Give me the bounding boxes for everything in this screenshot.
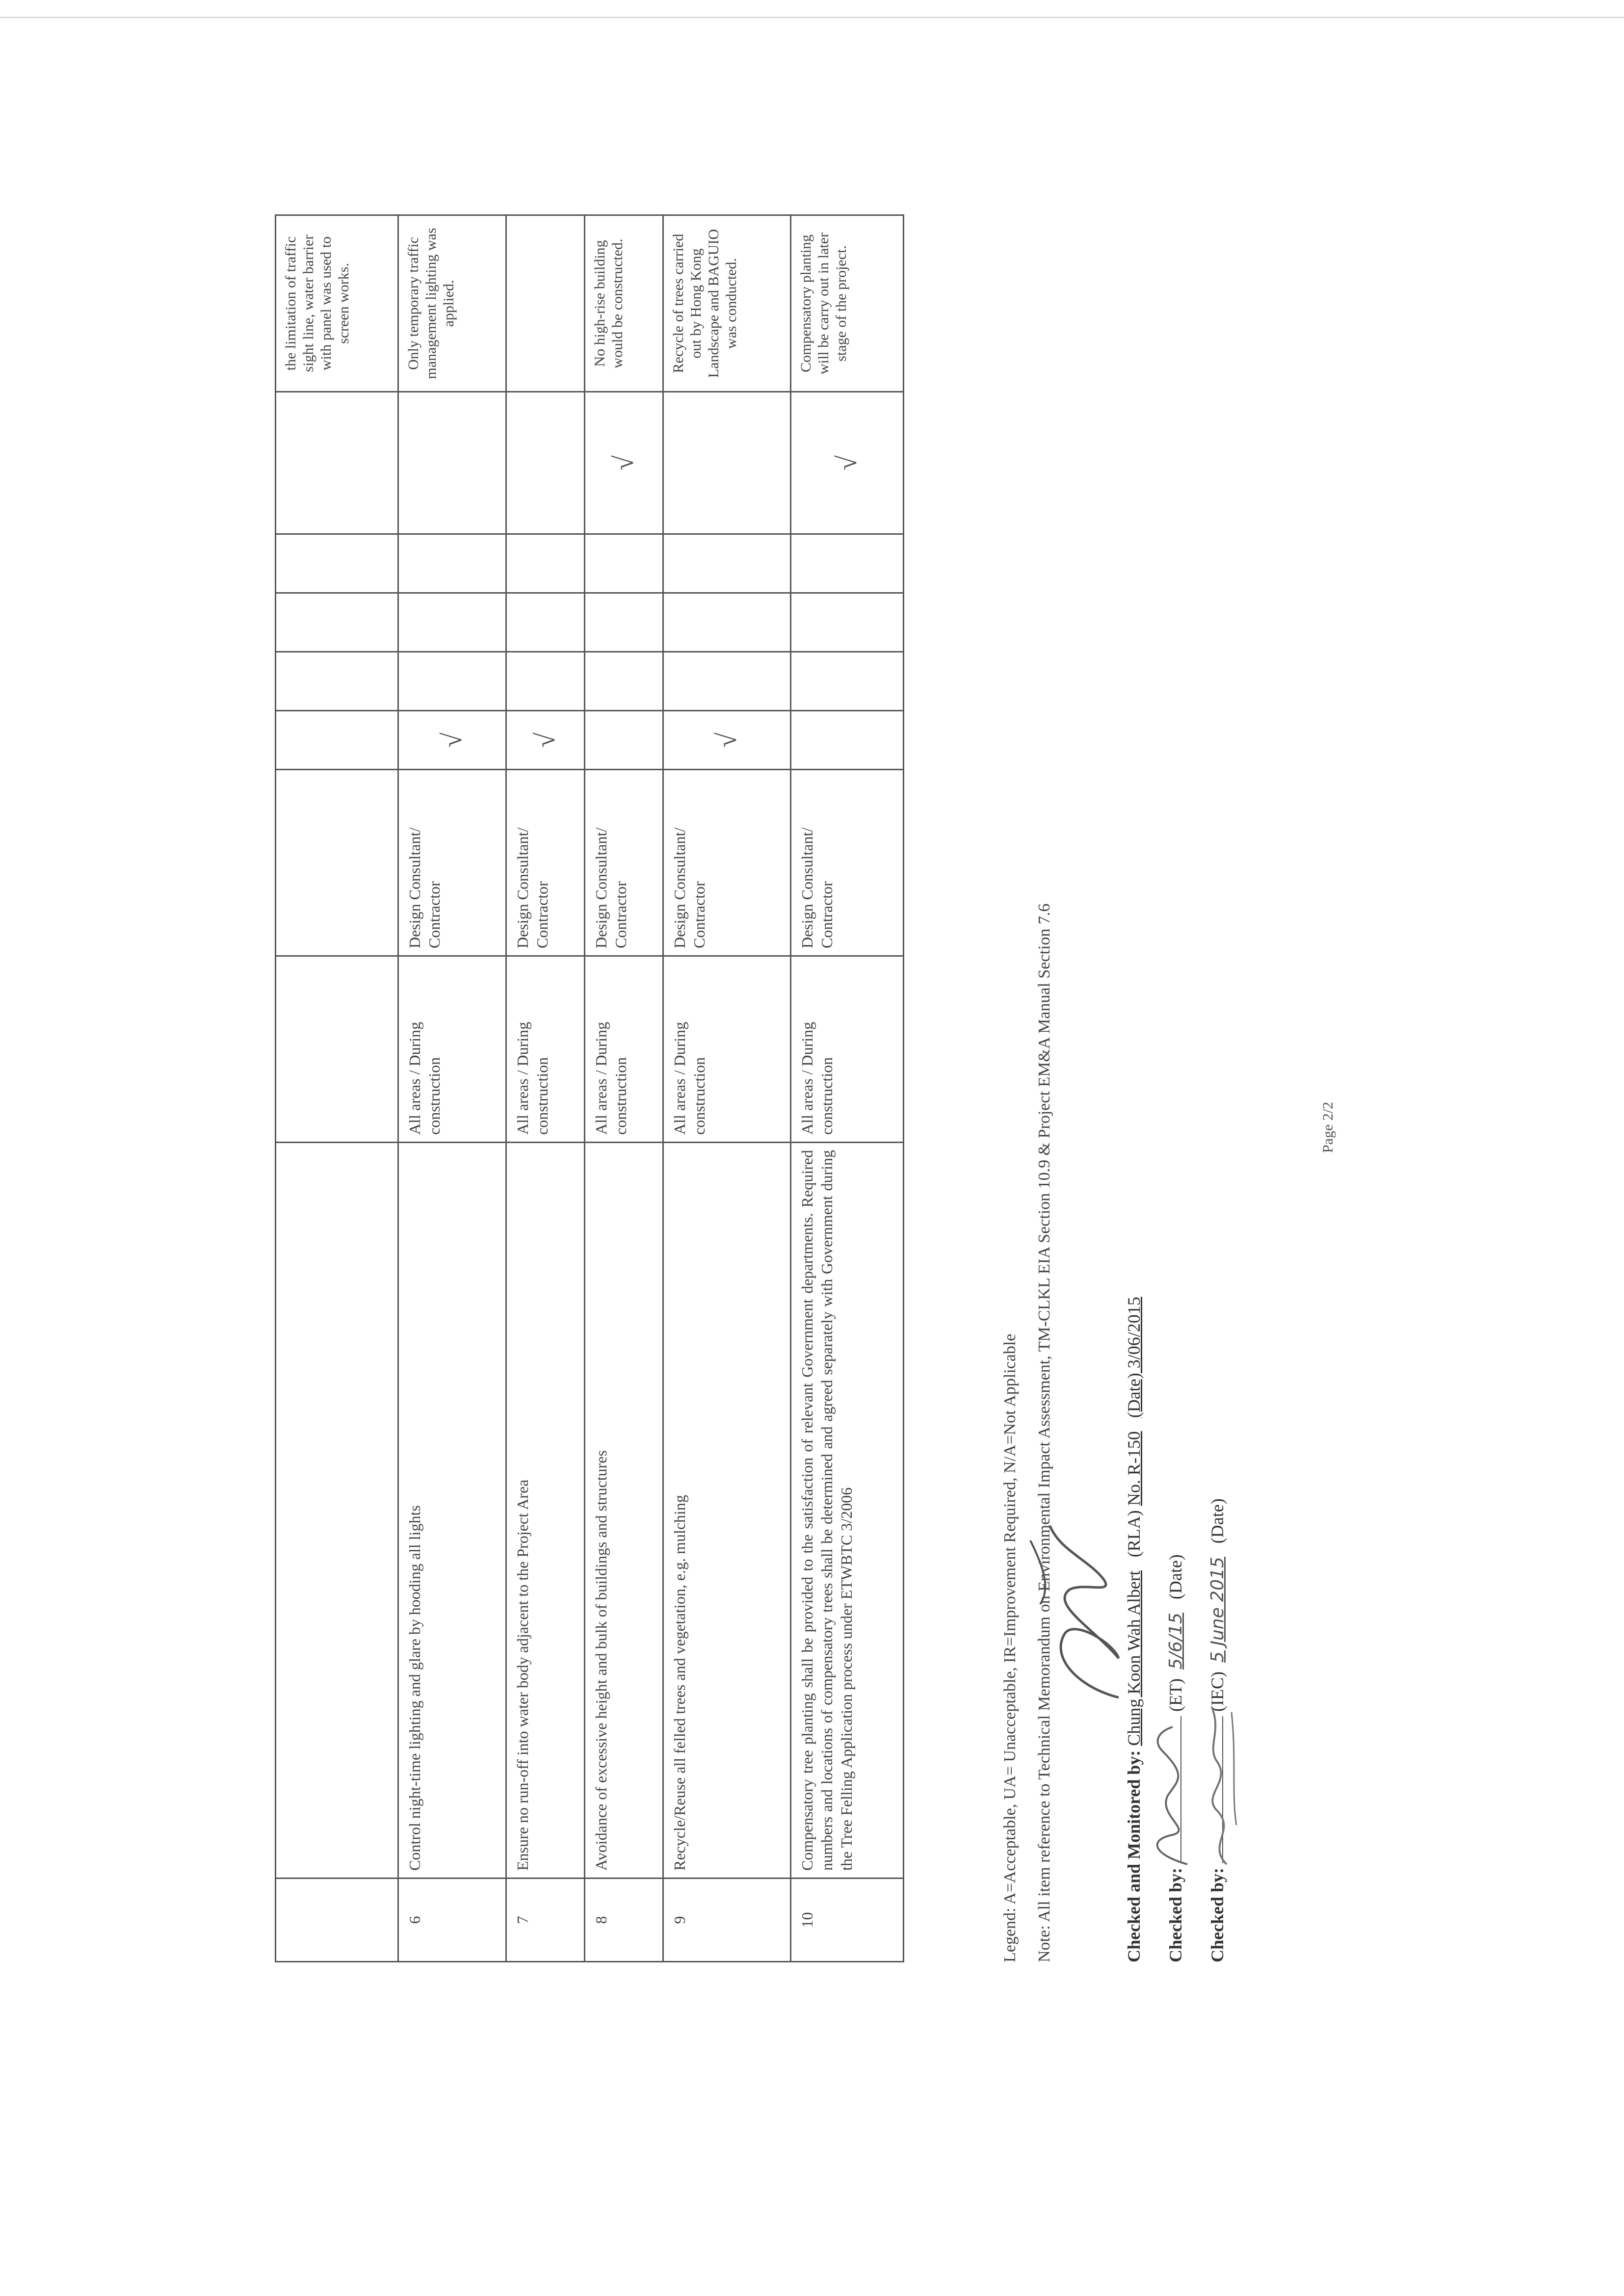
checked-iec-role: (IEC) bbox=[1207, 1671, 1227, 1712]
agent-cell bbox=[276, 770, 398, 956]
status-ua-cell bbox=[506, 652, 585, 711]
remark-cell bbox=[506, 215, 585, 392]
remark-check-mark: √ bbox=[791, 392, 904, 534]
remark-cell: the limitation of traffic sight line, water barrier with panel was used to screen works. bbox=[276, 215, 398, 392]
measure-cell: Avoidance of excessive height and bulk of buildings and structures bbox=[585, 1143, 663, 1879]
status-na-cell bbox=[506, 534, 585, 593]
legend-text: Legend: A=Acceptable, UA= Unacceptable, IR=Improvement Required, N/A=Not Applicable bbox=[1001, 1333, 1019, 1962]
remark-cell: Only temporary traffic management lighting was applied. bbox=[398, 215, 506, 392]
status-ua-cell bbox=[791, 652, 904, 711]
checked-iec-date-label: (Date) bbox=[1207, 1498, 1227, 1544]
status-a-cell bbox=[791, 711, 904, 770]
status-ua-cell bbox=[585, 652, 663, 711]
checked-et-date-handwritten: 5/6/15 bbox=[1166, 1613, 1186, 1670]
agent-cell: Design Consultant/ Contractor bbox=[506, 770, 585, 956]
signature-monitored bbox=[1021, 1511, 1148, 1717]
table-row bbox=[506, 215, 585, 1962]
status-ua-cell bbox=[398, 652, 506, 711]
status-na-cell bbox=[663, 534, 791, 593]
measure-cell: Control night-time lighting and glare by hooding all lights bbox=[398, 1143, 506, 1879]
location-cell bbox=[276, 956, 398, 1143]
signature-iec bbox=[1187, 1697, 1246, 1874]
remark-check-cell bbox=[276, 392, 398, 534]
checked-et-date-label: (Date) bbox=[1166, 1554, 1185, 1600]
monitored-role: (RLA) bbox=[1124, 1510, 1144, 1558]
remark-check-cell bbox=[398, 392, 506, 534]
status-a-cell bbox=[585, 711, 663, 770]
item-number: 6 bbox=[398, 1879, 506, 1962]
agent-cell: Design Consultant/ Contractor bbox=[791, 770, 904, 956]
status-a-cell bbox=[276, 711, 398, 770]
measure-cell bbox=[276, 1143, 398, 1879]
item-number: 8 bbox=[585, 1879, 663, 1962]
page-number: Page 2/2 bbox=[1320, 1101, 1336, 1153]
checked-iec-label: Checked by: bbox=[1207, 1867, 1227, 1962]
status-na-cell bbox=[398, 534, 506, 593]
checklist-table bbox=[275, 214, 904, 1962]
monitored-reg-no: No. R-150 bbox=[1124, 1431, 1144, 1506]
remark-cell: Recycle of trees carried out by Hong Kong Landscape and BAGUIO was conducted. bbox=[663, 215, 791, 392]
status-ir-cell bbox=[506, 593, 585, 652]
status-ir-cell bbox=[791, 593, 904, 652]
table-row bbox=[791, 215, 904, 1962]
checked-et-role: (ET) bbox=[1166, 1678, 1185, 1712]
monitored-label: Checked and Monitored by: bbox=[1124, 1750, 1144, 1962]
status-na-cell bbox=[791, 534, 904, 593]
status-na-cell bbox=[276, 534, 398, 593]
measure-cell: Recycle/Reuse all felled trees and vegetation, e.g. mulching bbox=[663, 1143, 791, 1879]
item-number bbox=[276, 1879, 398, 1962]
remark-check-cell bbox=[506, 392, 585, 534]
item-number: 10 bbox=[791, 1879, 904, 1962]
measure-cell: Compensatory tree planting shall be provided to the satisfaction of relevant Government departments. Required numbers and locations of compensatory trees shall be determined and agreed separately with Government during the Tree Felling Application process under ETWBTC 3/2006 bbox=[791, 1143, 904, 1879]
item-number: 7 bbox=[506, 1879, 585, 1962]
status-a-check: √ bbox=[398, 711, 506, 770]
table-row bbox=[663, 215, 791, 1962]
status-a-check: √ bbox=[663, 711, 791, 770]
checklist-table-wrapper bbox=[275, 228, 904, 1962]
table-row bbox=[276, 215, 398, 1962]
status-ir-cell bbox=[276, 593, 398, 652]
status-ir-cell bbox=[398, 593, 506, 652]
checked-iec-date-handwritten: 5 June 2015 bbox=[1207, 1557, 1228, 1663]
location-cell: All areas / During construction bbox=[791, 956, 904, 1143]
checked-et-label: Checked by: bbox=[1166, 1867, 1185, 1962]
location-cell: All areas / During construction bbox=[506, 956, 585, 1143]
item-number: 9 bbox=[663, 1879, 791, 1962]
remark-cell: No high-rise building would be constructed. bbox=[585, 215, 663, 392]
remark-check-cell bbox=[663, 392, 791, 534]
agent-cell: Design Consultant/ Contractor bbox=[398, 770, 506, 956]
status-ir-cell bbox=[663, 593, 791, 652]
status-a-check: √ bbox=[506, 711, 585, 770]
location-cell: All areas / During construction bbox=[585, 956, 663, 1143]
agent-cell: Design Consultant/ Contractor bbox=[585, 770, 663, 956]
table-row bbox=[398, 215, 506, 1962]
status-na-cell bbox=[585, 534, 663, 593]
remark-cell: Compensatory planting will be carry out in later stage of the project. bbox=[791, 215, 904, 392]
location-cell: All areas / During construction bbox=[398, 956, 506, 1143]
measure-cell: Ensure no run-off into water body adjacent to the Project Area bbox=[506, 1143, 585, 1879]
status-ua-cell bbox=[663, 652, 791, 711]
remark-check-mark: √ bbox=[585, 392, 663, 534]
reference-note: Note: All item reference to Technical Memorandum on Environmental Impact Assessment, TM-CLKL EIA Section 10.9 & Project EM&A Manual Section 7.6 bbox=[1035, 903, 1053, 1962]
location-cell: All areas / During construction bbox=[663, 956, 791, 1143]
status-ir-cell bbox=[585, 593, 663, 652]
status-ua-cell bbox=[276, 652, 398, 711]
monitored-name: Chung Koon Wah Albert bbox=[1124, 1570, 1144, 1746]
table-row bbox=[585, 215, 663, 1962]
agent-cell: Design Consultant/ Contractor bbox=[663, 770, 791, 956]
monitored-date: (Date) 3/06/2015 bbox=[1124, 1297, 1144, 1418]
